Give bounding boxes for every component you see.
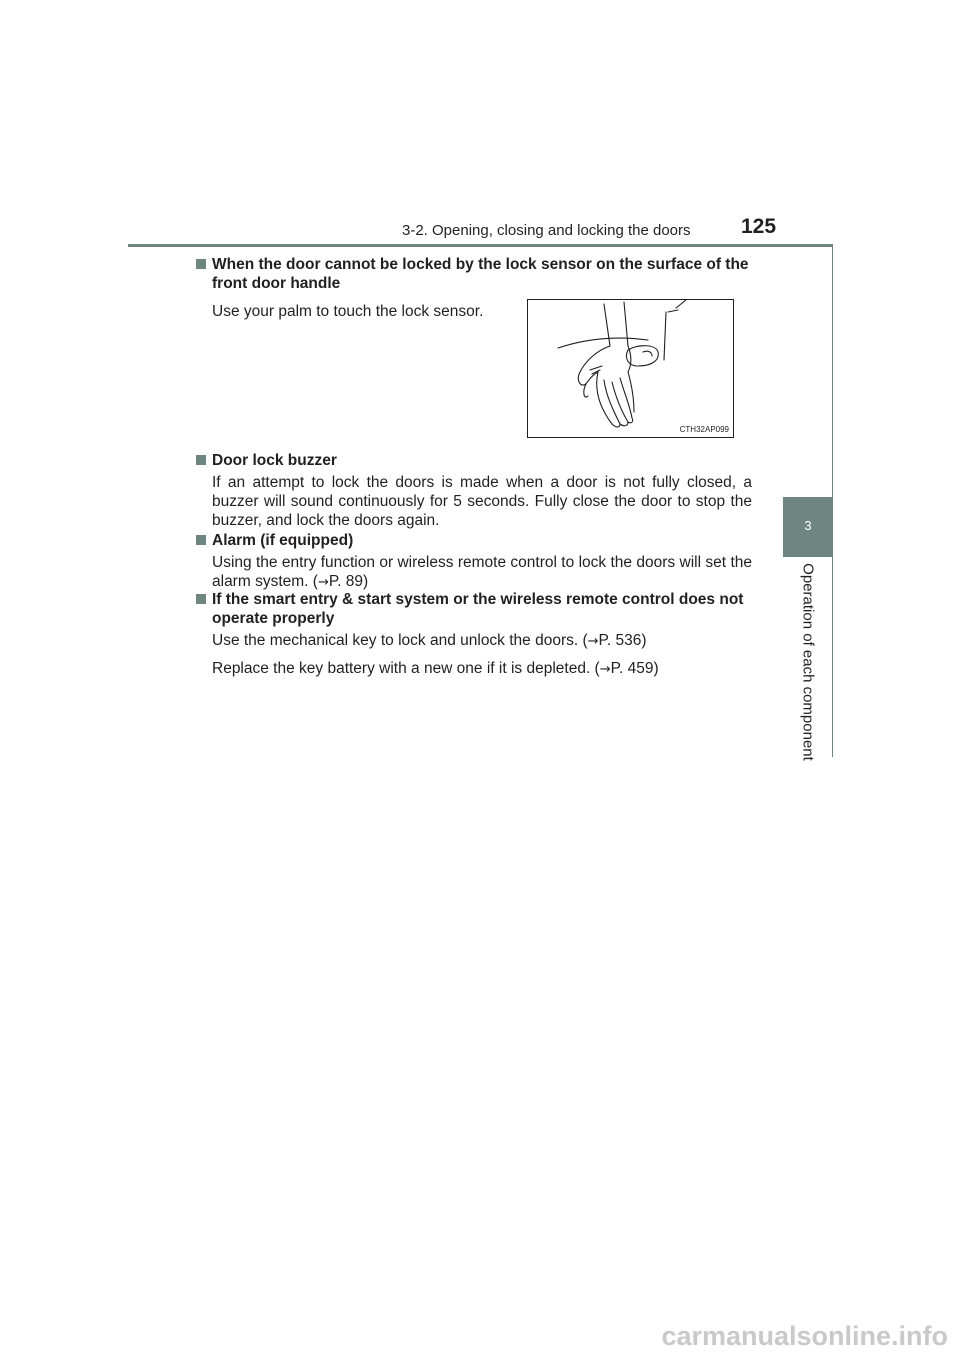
section-body <box>212 302 512 321</box>
section-heading <box>196 451 752 470</box>
section-body <box>212 473 752 530</box>
arrow-right-icon: → <box>317 575 329 590</box>
header-section-title: 3-2. Opening, closing and locking the doors <box>402 222 691 239</box>
section-body <box>212 631 752 679</box>
square-bullet-icon <box>196 455 206 465</box>
paragraph-text-end: ) <box>653 660 659 677</box>
arrow-right-icon: → <box>587 634 599 649</box>
body-paragraph <box>212 553 752 592</box>
section-lock-sensor <box>212 255 752 293</box>
chapter-tab <box>783 497 833 557</box>
square-bullet-icon <box>196 259 206 269</box>
arrow-right-icon: → <box>599 662 611 677</box>
section-lock-sensor-body <box>212 299 512 329</box>
body-paragraph <box>212 659 752 679</box>
paragraph-text: Replace the key battery with a new one if it is depleted. ( <box>212 660 600 677</box>
page-number: 125 <box>741 215 777 238</box>
paragraph-text-end: ) <box>363 573 369 590</box>
section-door-lock-buzzer <box>212 451 752 538</box>
page-reference: P. 536 <box>598 632 642 649</box>
header-divider <box>128 244 833 247</box>
section-heading-text: If the smart entry & start system or the wireless remote control does not operate properly <box>212 591 744 627</box>
paragraph-text-end: ) <box>641 632 647 649</box>
chapter-number: 3 <box>804 518 812 533</box>
hand-touching-door-handle-icon <box>528 300 733 437</box>
section-heading-text: Alarm (if equipped) <box>212 532 354 549</box>
square-bullet-icon <box>196 594 206 604</box>
body-paragraph <box>212 631 752 651</box>
section-heading <box>196 531 752 550</box>
paragraph-text: Using the entry function or wireless remote control to lock the doors will set the alarm system. ( <box>212 554 752 590</box>
section-heading-text: Door lock buzzer <box>212 452 337 469</box>
page-reference: P. 89 <box>328 573 364 590</box>
lock-sensor-illustration <box>527 299 734 438</box>
paragraph-text: Use the mechanical key to lock and unlock the doors. ( <box>212 632 588 649</box>
section-heading <box>196 590 752 628</box>
chapter-title: Operation of each component <box>799 563 817 761</box>
body-paragraph: Use your palm to touch the lock sensor. <box>212 303 484 320</box>
figure-code: CTH32AP099 <box>679 425 729 434</box>
section-heading <box>196 255 752 293</box>
section-heading-text: When the door cannot be locked by the lock sensor on the surface of the front door handle <box>212 256 749 292</box>
square-bullet-icon <box>196 535 206 545</box>
section-body <box>212 553 752 592</box>
watermark: carmanualsonline.info <box>661 1321 948 1351</box>
body-paragraph: If an attempt to lock the doors is made when a door is not fully closed, a buzzer will sound continuously for 5 seconds. Fully close the door to stop the buzzer, and lock the doors again. <box>212 474 752 529</box>
section-smart-entry <box>212 590 752 687</box>
page-reference: P. 459 <box>610 660 654 677</box>
